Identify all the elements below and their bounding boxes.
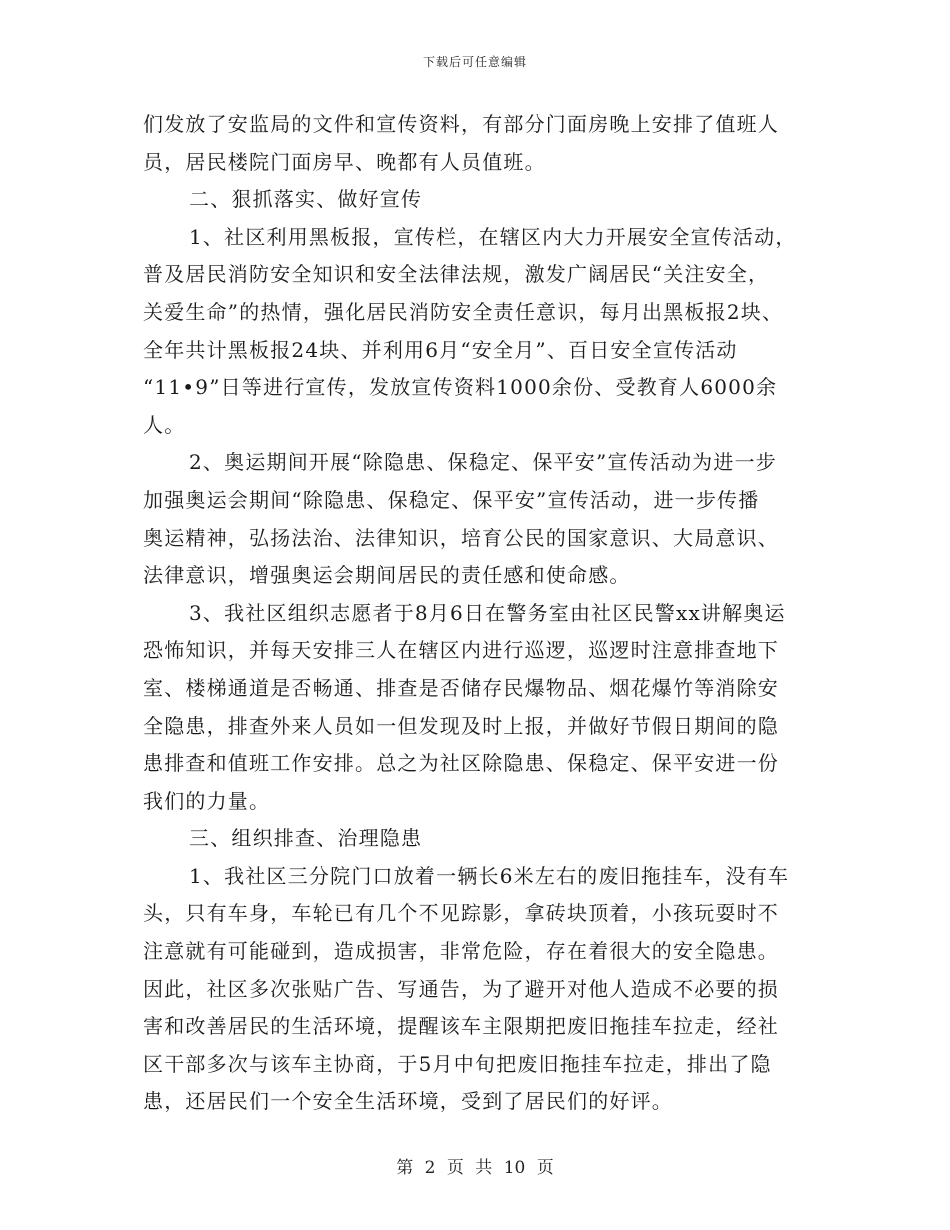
text-line: 二、狠抓落实、做好宣传 bbox=[189, 187, 423, 212]
page-header: 下载后可任意编辑 bbox=[422, 55, 527, 69]
text-line: 恐怖知识，并每天安排三人在辖区内进行巡逻，巡逻时注意排查地下 bbox=[143, 638, 779, 663]
text-line: 患，还居民们一个安全生活环境，受到了居民们的好评。 bbox=[143, 1089, 673, 1114]
text-line: “11•9”日等进行宣传，发放宣传资料1000余份、受教育人6000余 bbox=[143, 375, 778, 400]
text-line: 2、奥运期间开展“除隐患、保稳定、保平安”宣传活动为进一步 bbox=[189, 450, 777, 475]
page-footer: 第 2 页 共 10 页 bbox=[396, 1158, 554, 1178]
document-body bbox=[143, 106, 811, 1121]
text-line: 1、我社区三分院门口放着一辆长6米左右的废旧拖挂车，没有车 bbox=[189, 863, 790, 888]
text-line: 三、组织排查、治理隐患 bbox=[189, 826, 423, 851]
text-line: 普及居民消防安全知识和安全法律法规，激发广阔居民“关注安全， bbox=[143, 262, 770, 287]
text-line: 区干部多次与该车主协商，于5月中旬把废旧拖挂车拉走，排出了隐 bbox=[143, 1051, 772, 1076]
text-line: 们发放了安监局的文件和宣传资料，有部分门面房晚上安排了值班人 bbox=[143, 112, 779, 136]
text-line: 加强奥运会期间“除隐患、保稳定、保平安”宣传活动，进一步传播 bbox=[143, 487, 760, 512]
text-line: 3、我社区组织志愿者于8月6日在警务室由社区民警xx讲解奥运 bbox=[189, 600, 786, 625]
text-line: 室、楼梯通道是否畅通、排查是否储存民爆物品、烟花爆竹等消除安 bbox=[143, 675, 779, 700]
text-line: 患排查和值班工作安排。总之为社区除隐患、保稳定、保平安进一份 bbox=[143, 751, 779, 776]
text-line: 全隐患，排查外来人员如一但发现及时上报，并做好节假日期间的隐 bbox=[143, 713, 779, 738]
text-line: 1、社区利用黑板报，宣传栏，在辖区内大力开展安全宣传活动， bbox=[189, 224, 797, 249]
text-line: 法律意识，增强奥运会期间居民的责任感和使命感。 bbox=[143, 563, 631, 588]
text-line: 全年共计黑板报24块、并利用6月“安全月”、百日安全宣传活动 bbox=[143, 337, 738, 362]
text-line: 我们的力量。 bbox=[143, 788, 271, 813]
text-line: 害和改善居民的生活环境，提醒该车主限期把废旧拖挂车拉走，经社 bbox=[143, 1014, 779, 1039]
text-line: 奥运精神，弘扬法治、法律知识，培育公民的国家意识、大局意识、 bbox=[143, 525, 779, 550]
text-line: 因此，社区多次张贴广告、写通告，为了避开对他人造成不必要的损 bbox=[143, 976, 779, 1001]
text-line: 头，只有车身，车轮已有几个不见踪影，拿砖块顶着，小孩玩耍时不 bbox=[143, 901, 779, 926]
text-line: 员，居民楼院门面房早、晚都有人员值班。 bbox=[143, 149, 546, 174]
text-line: 人。 bbox=[143, 412, 186, 437]
text-line: 关爱生命”的热情，强化居民消防安全责任意识，每月出黑板报2块、 bbox=[143, 299, 784, 324]
text-line: 注意就有可能碰到，造成损害，非常危险，存在着很大的安全隐患。 bbox=[143, 939, 779, 964]
